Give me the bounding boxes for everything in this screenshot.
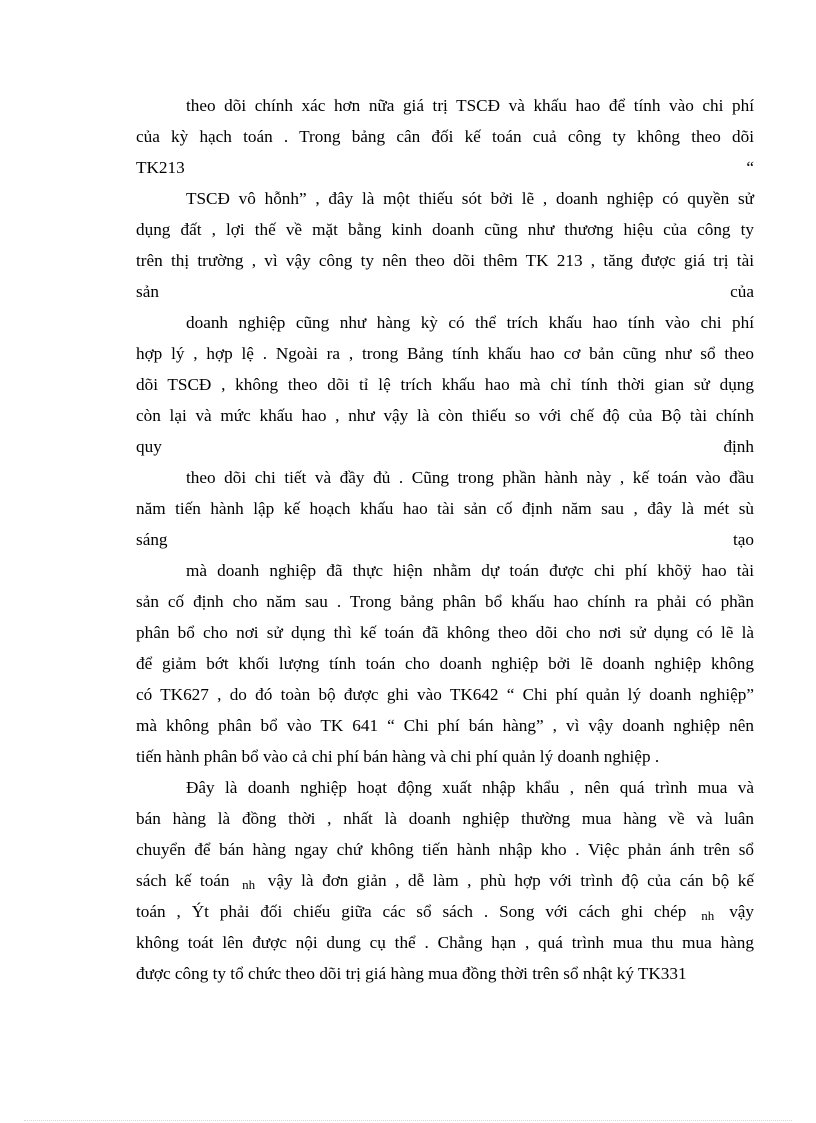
text-fragment: sách kế toán	[136, 871, 230, 890]
text-line: TSCĐ vô hỗnh” , đây là một thiếu sót bởi lẽ , doanh nghiệp có quyền sử	[186, 189, 754, 208]
text-line: quy định	[136, 437, 754, 456]
text-line: Đây là doanh nghiệp hoạt động xuất nhập khẩu , nên quá trình mua và	[186, 778, 754, 797]
text-fragment: vậy là đơn giản , dễ làm , phù hợp với trình độ của cán bộ kế	[267, 871, 755, 890]
text-line: có TK627 , do đó toàn bộ được ghi vào TK642 “ Chi phí quản lý doanh nghiệp”	[136, 685, 754, 704]
text-line: chuyển để bán hàng ngay chứ không tiến hành nhập kho . Việc phản ánh trên sổ	[136, 840, 754, 859]
text-line: phân bổ cho nơi sử dụng thì kế toán đã không theo dõi cho nơi sử dụng có lẽ là	[136, 623, 754, 642]
text-line: hợp lý , hợp lệ . Ngoài ra , trong Bảng tính khấu hao cơ bản cũng như sổ theo	[136, 344, 754, 363]
text-line: doanh nghiệp cũng như hàng kỳ có thể trích khấu hao tính vào chi phí	[186, 313, 754, 332]
text-line: sản của	[136, 282, 754, 301]
text-line: sáng tạo	[136, 530, 754, 549]
text-line: của kỳ hạch toán . Trong bảng cân đối kế toán cuả công ty không theo dõi	[136, 127, 754, 146]
text-line: trên thị trường , vì vậy công ty nên theo dõi thêm TK 213 , tăng được giá trị tài	[136, 251, 754, 270]
text-line: năm tiến hành lập kế hoạch khấu hao tài sản cố định năm sau , đây là mét sù	[136, 499, 754, 518]
text-line: theo dõi chi tiết và đầy đủ . Cũng trong phần hành này , kế toán vào đầu	[186, 468, 754, 487]
text-line	[136, 896, 754, 927]
text-line	[136, 865, 754, 896]
text-line: dụng đất , lợi thế về mặt bằng kinh doanh cũng như thương hiệu của công ty	[136, 220, 754, 239]
text-line: còn lại và mức khấu hao , như vậy là còn thiếu so với chế độ của Bộ tài chính	[136, 406, 754, 425]
text-line: để giảm bớt khối lượng tính toán cho doanh nghiệp bởi lẽ doanh nghiệp không	[136, 654, 754, 673]
text-fragment: toán , Ýt phải đối chiếu giữa các sổ sách . Song với cách ghi chép	[136, 902, 687, 921]
text-fragment: vậy	[729, 902, 755, 921]
text-line: mà doanh nghiệp đã thực hiện nhằm dự toán được chi phí khõÿ hao tài	[186, 561, 754, 580]
text-fragment-small: nh	[242, 877, 256, 892]
text-line: theo dõi chính xác hơn nữa giá trị TSCĐ và khấu hao để tính vào chi phí	[186, 96, 754, 115]
text-line: mà không phân bổ vào TK 641 “ Chi phí bán hàng” , vì vậy doanh nghiệp nên	[136, 716, 754, 735]
text-line: sản cố định cho năm sau . Trong bảng phân bổ khấu hao chính ra phải có phần	[136, 592, 754, 611]
text-line: được công ty tổ chức theo dõi trị giá hàng mua đồng thời trên sổ nhật ký TK331	[136, 964, 687, 983]
text-line: bán hàng là đồng thời , nhất là doanh nghiệp thường mua hàng về và luân	[136, 809, 754, 828]
text-line: dõi TSCĐ , không theo dõi tỉ lệ trích khấu hao mà chỉ tính thời gian sử dụng	[136, 375, 754, 394]
text-line: tiến hành phân bổ vào cả chi phí bán hàng và chi phí quản lý doanh nghiệp .	[136, 747, 660, 766]
body-text	[136, 90, 754, 989]
text-fragment-small: nh	[701, 908, 715, 923]
footer-rule	[24, 1120, 792, 1121]
text-line: TK213 “	[136, 158, 754, 177]
text-line: không toát lên được nội dung cụ thể . Chẳng hạn , quá trình mua thu mua hàng	[136, 933, 754, 952]
